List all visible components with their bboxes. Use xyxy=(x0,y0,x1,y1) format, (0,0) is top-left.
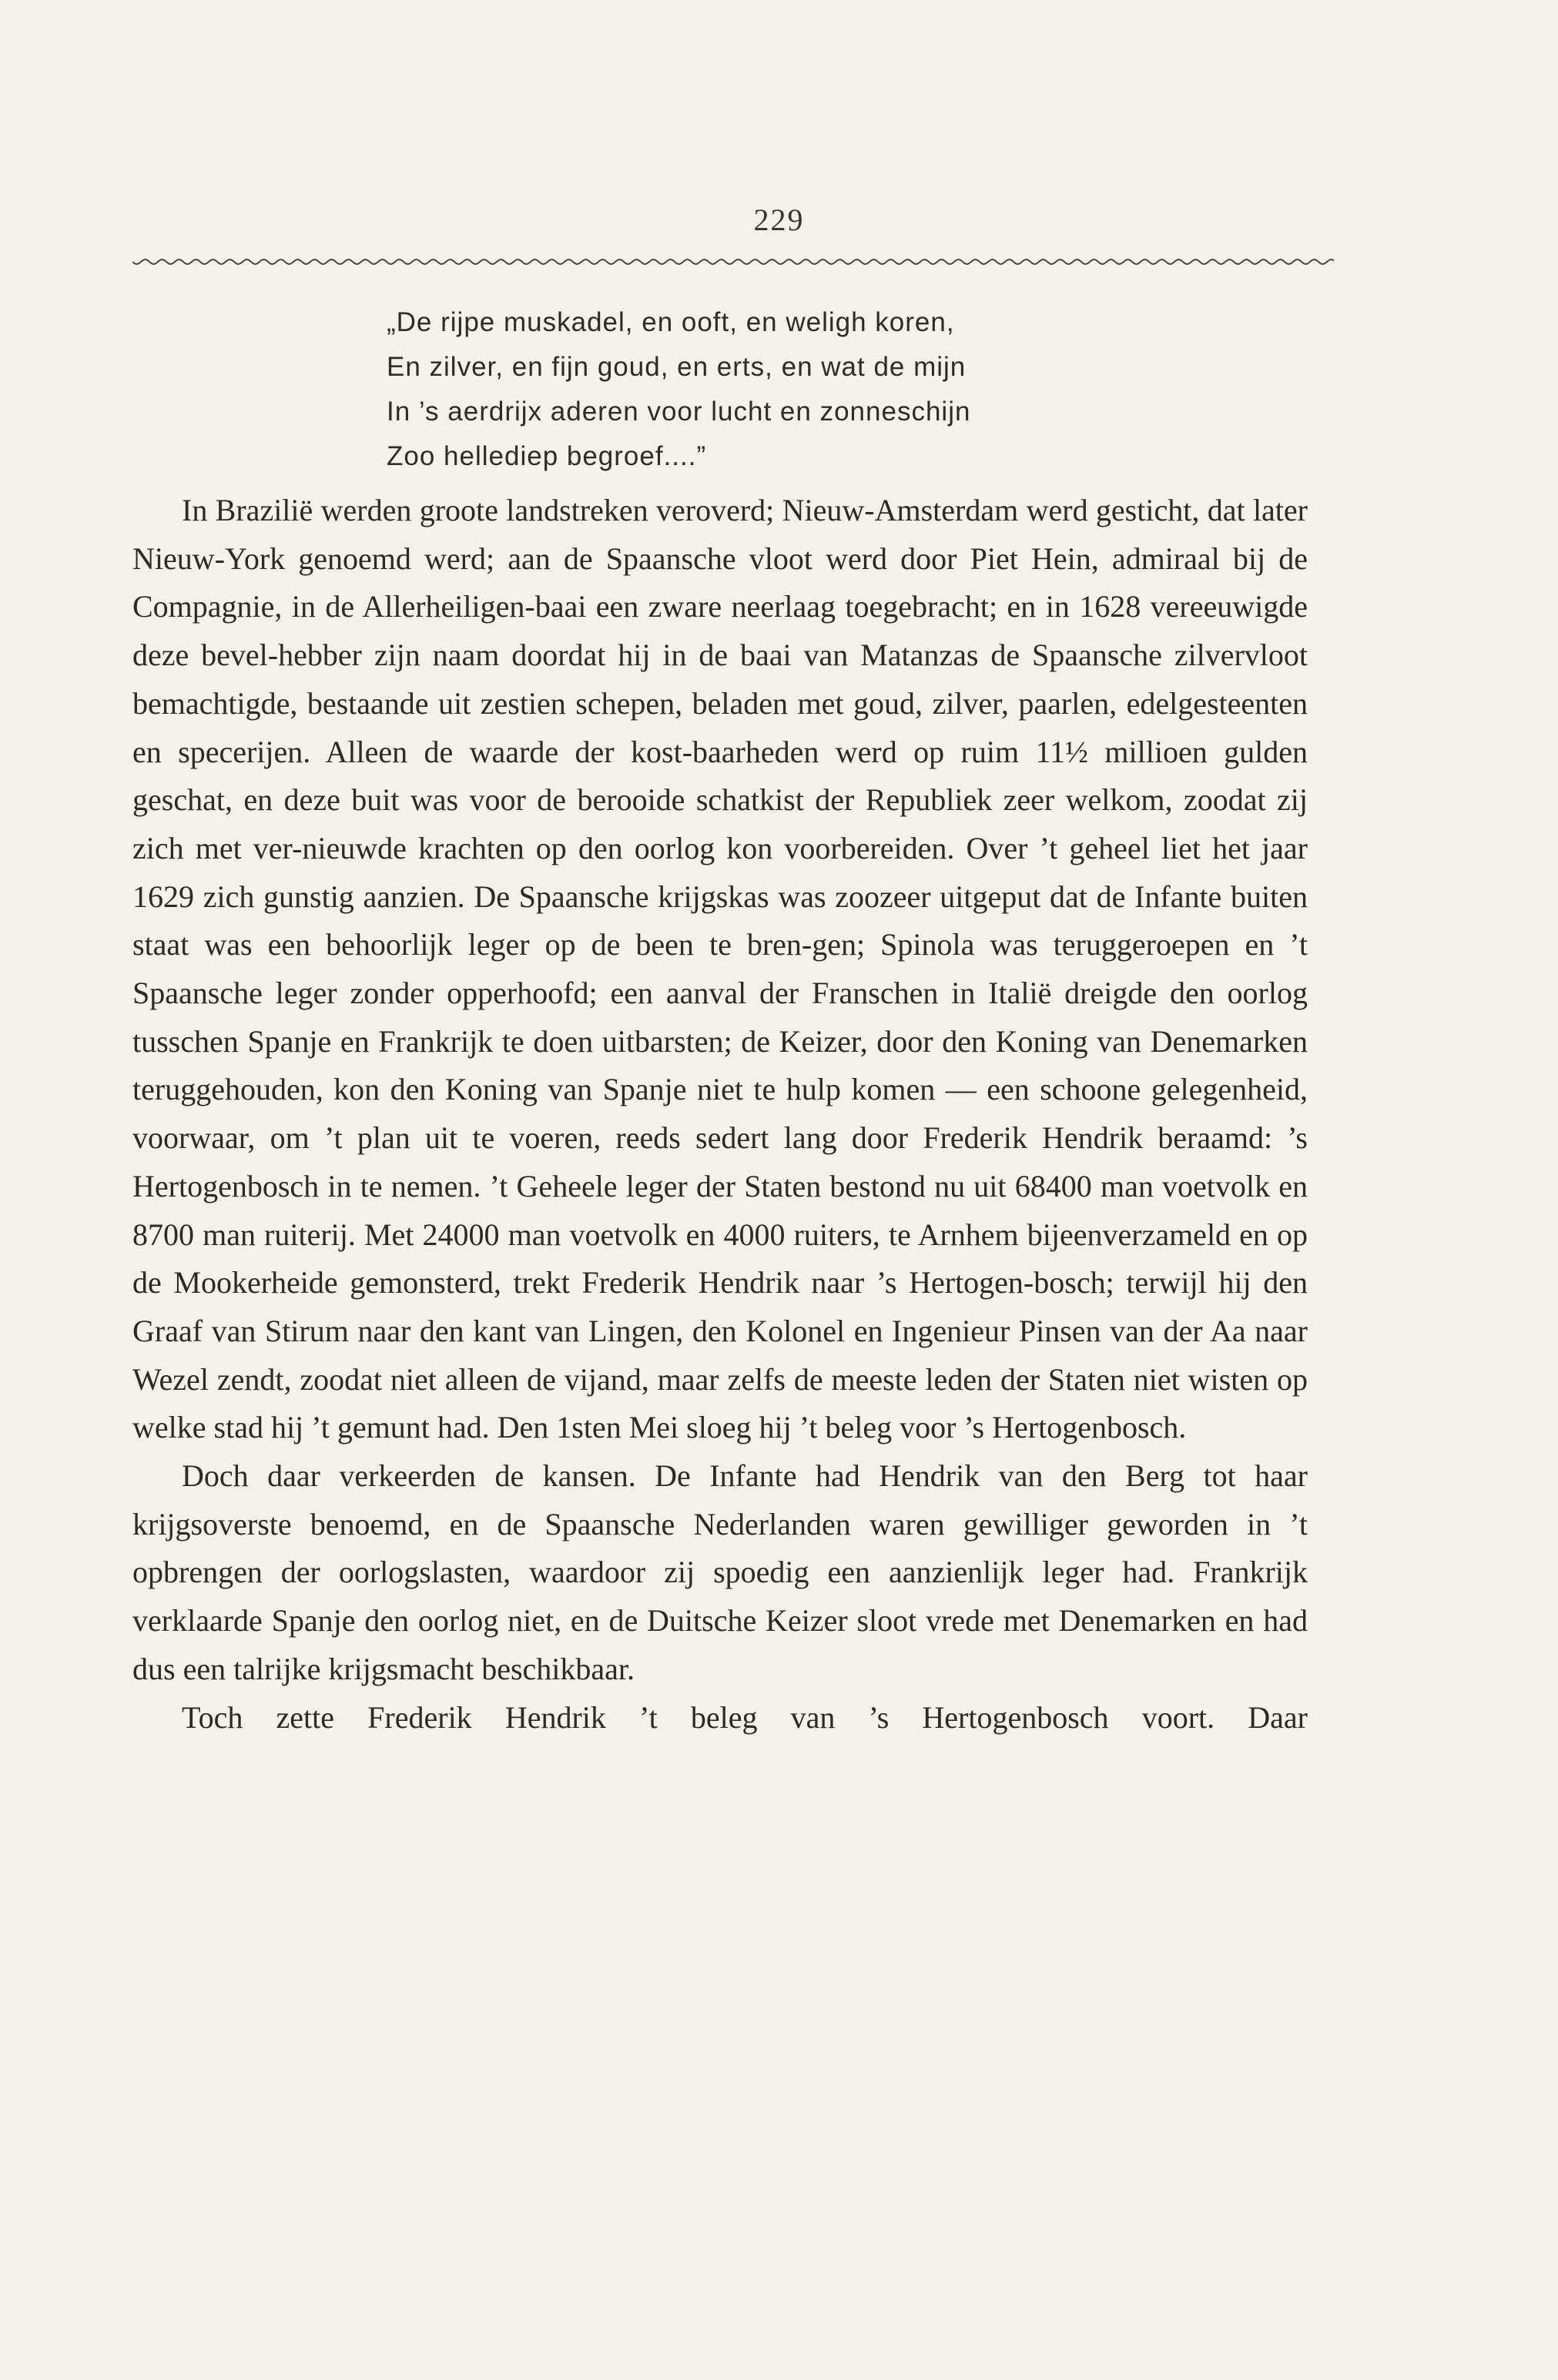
poem-line: En zilver, en fijn goud, en erts, en wat de mijn xyxy=(387,352,967,382)
paragraph: In Brazilië werden groote landstreken veroverd; Nieuw-Amsterdam werd gesticht, dat later Nieuw-York genoemd werd; aan de Spaansche vloot werd door Piet Hein, admiraal bij de Compagnie, in de Allerheiligen-baai een zware neerlaag toegebracht; en in 1628 vereeuwigde deze bevel-hebber zijn naam doordat hij in de baai van Matanzas de Spaansche zilvervloot bemachtigde, bestaande uit zestien schepen, beladen met goud, zilver, paarlen, edelgesteenten en specerijen. Alleen de waarde der kost-baarheden werd op ruim 11½ millioen gulden geschat, en deze buit was voor de berooide schatkist der Republiek zeer welkom, zoodat zij zich met ver-nieuwde krachten op den oorlog kon voorbereiden. Over ’t geheel liet het jaar 1629 zich gunstig aanzien. De Spaansche krijgskas was zoozeer uitgeput dat de Infante buiten staat was een behoorlijk leger op de been te bren-gen; Spinola was teruggeroepen en ’t Spaansche leger zonder opperhoofd; een aanval der Franschen in Italië dreigde den oorlog tusschen Spanje en Frankrijk te doen uitbarsten; de Keizer, door den Koning van Denemarken teruggehouden, kon den Koning van Spanje niet te hulp komen — een schoone gelegenheid, voorwaar, om ’t plan uit te voeren, reeds sedert lang door Frederik Hendrik beraamd: ’s Hertogenbosch in te nemen. ’t Geheele leger der Staten bestond nu uit 68400 man voetvolk en 8700 man ruiterij. Met 24000 man voetvolk en 4000 ruiters, te Arnhem bijeenverzameld en op de Mookerheide gemonsterd, trekt Frederik Hendrik naar ’s Hertogen-bosch; terwijl hij den Graaf van Stirum naar den kant van Lingen, den Kolonel en Ingenieur Pinsen van der Aa naar Wezel zendt, zoodat niet alleen de vijand, maar zelfs de meeste leden der Staten niet wisten op welke stad hij ’t gemunt had. Den 1sten Mei sloeg hij ’t beleg voor ’s Hertogenbosch. xyxy=(132,493,1308,1445)
poem-line: „De rijpe muskadel, en ooft, en weligh koren, xyxy=(387,307,955,337)
poem-line: Zoo hellediep begroef....” xyxy=(387,441,707,471)
paragraph: Doch daar verkeerden de kansen. De Infante had Hendrik van den Berg tot haar krijgsoverste benoemd, en de Spaansche Nederlanden waren gewilliger geworden in ’t opbrengen der oorlogslasten, waardoor zij spoedig een aanzienlijk leger had. Frankrijk verklaarde Spanje den oorlog niet, en de Duitsche Keizer sloot vrede met Denemarken en had dus een talrijke krijgsmacht beschikbaar. xyxy=(132,1458,1308,1686)
paragraph: Toch zette Frederik Hendrik ’t beleg van ’s Hertogenbosch voort. Daar xyxy=(182,1699,1308,1735)
poem-line: In ’s aerdrijx aderen voor lucht en zonneschijn xyxy=(387,397,971,427)
page-number: 229 xyxy=(753,203,805,237)
poem-quote xyxy=(387,300,1234,479)
decorative-wavy-rule xyxy=(132,254,1334,269)
body-text xyxy=(132,487,1308,1742)
